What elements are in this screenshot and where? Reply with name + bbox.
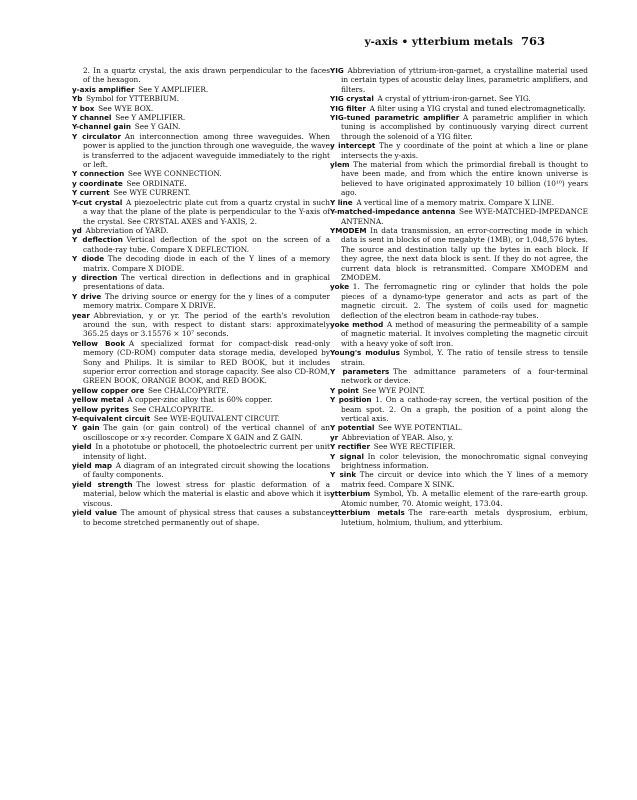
- glossary-entry: [330, 508, 588, 527]
- glossary-entry: [72, 311, 330, 339]
- entry-term: Y deflection: [72, 235, 123, 245]
- entry-definition: 1. On a cathode-ray screen, the vertical position of the beam spot. 2. On a graph, the position of a point along the vertical axis.: [341, 395, 588, 424]
- right-column: [330, 66, 588, 527]
- entry-definition: The gain (or gain control) of the vertical channel of an oscilloscope or x-y recorder. Compare X GAIN and Z GAIN.: [83, 423, 330, 442]
- glossary-entry: [330, 452, 588, 471]
- entry-definition: The material from which the primordial fireball is thought to have been made, and from which the entire known universe is believed to have originated approximately 10 billion (10¹⁰) years ago.: [341, 160, 588, 198]
- entry-definition: See CHALCOPYRITE.: [132, 404, 214, 414]
- glossary-entry: [72, 386, 330, 395]
- entry-definition: In data transmission, an error-correcting mode in which data is sent in blocks of one megabyte (1MB), or 1,048,576 bytes. The source and destination tally up the bytes in each block. If they agree, the next data block is sent. If they do not agree, the current data block is retransmitted. Compare XMODEM and ZMODEM.: [341, 225, 588, 282]
- glossary-entry: [330, 348, 588, 367]
- entry-term: YIG: [330, 66, 344, 75]
- glossary-entry: [330, 433, 588, 442]
- entry-definition: See Y GAIN.: [134, 122, 181, 132]
- entry-definition: A filter using a YIG crystal and tuned electromagnetically.: [369, 103, 586, 113]
- entry-definition: The lowest stress for plastic deformation of a material, below which the material is elastic and above which it is viscous.: [83, 479, 330, 508]
- entry-definition: Abbreviation of yttrium-iron-garnet, a crystalline material used in certain types of acoustic delay lines, parametric amplifiers, and filters.: [341, 66, 588, 94]
- entry-definition: In a phototube or photocell, the photoelectric current per unit intensity of light.: [83, 442, 330, 461]
- entry-term: Y diode: [72, 254, 105, 264]
- entry-definition: Symbol, Yb. A metallic element of the rare-earth group. Atomic number, 70. Atomic weight, 173.04.: [341, 489, 588, 508]
- entry-term: Young's modulus: [330, 348, 400, 358]
- entry-term: yellow copper ore: [72, 385, 145, 395]
- glossary-entry: [72, 423, 330, 442]
- entry-term: yoke method: [330, 319, 384, 329]
- entry-definition: A piezoelectric plate cut from a quartz crystal in such a way that the plane of the plate is perpendicular to the Y-axis of the crystal. See CRYSTAL AXES and Y-AXIS, 2.: [83, 197, 330, 226]
- glossary-entry: [330, 207, 588, 226]
- glossary-entry: [72, 235, 330, 254]
- entry-definition: See Y AMPLIFIER.: [138, 84, 209, 94]
- glossary-entry: [72, 395, 330, 404]
- glossary-entry: [330, 320, 588, 348]
- entry-definition: See WYE CURRENT.: [113, 188, 191, 198]
- entry-definition: Vertical deflection of the spot on the screen of a cathode-ray tube. Compare X DEFLECTION.: [83, 235, 330, 254]
- glossary-entry: [72, 273, 330, 292]
- glossary-entry: [72, 198, 330, 226]
- entry-definition: See WYE RECTIFIER.: [373, 442, 456, 452]
- entry-term: YIG crystal: [330, 94, 374, 104]
- glossary-entry: [72, 94, 330, 103]
- entry-term: Y-matched-impedance antenna: [330, 207, 456, 217]
- entry-term: Y signal: [330, 451, 364, 461]
- entry-definition: See CHALCOPYRITE.: [148, 385, 229, 395]
- glossary-entry: [72, 122, 330, 131]
- entry-definition: The decoding diode in each of the Y lines of a memory matrix. Compare X DIODE.: [83, 254, 330, 273]
- glossary-entry: [330, 367, 588, 386]
- entry-term: yellow pyrites: [72, 404, 129, 414]
- glossary-entry: [330, 489, 588, 508]
- entry-term: yield strength: [72, 479, 133, 489]
- entry-definition: See WYE-MATCHED-IMPEDANCE ANTENNA.: [341, 207, 589, 226]
- glossary-entry: [72, 254, 330, 273]
- entry-definition: A specialized format for compact-disk read-only memory (CD-ROM) computer data storage media, developed by Sony and Philips. It is similar to RED BOOK, but it includes superior error correction and storage capacity. See also CD-ROM, GREEN BOOK, ORANGE BOOK, and RED BOOK.: [83, 338, 330, 386]
- entry-definition: 2. In a quartz crystal, the axis drawn perpendicular to the faces of the hexagon.: [83, 66, 330, 85]
- entry-term: year: [72, 310, 90, 320]
- entry-term: Y-cut crystal: [72, 197, 123, 207]
- entry-definition: A vertical line of a memory matrix. Compare X LINE.: [356, 197, 555, 207]
- glossary-entry: [72, 226, 330, 235]
- entry-definition: See Y AMPLIFIER.: [115, 113, 186, 123]
- entry-definition: A crystal of yttrium-iron-garnet. See YIG.: [377, 94, 531, 104]
- entry-term: Y connection: [72, 169, 125, 179]
- glossary-entry: [330, 94, 588, 103]
- glossary-entry: [330, 282, 588, 320]
- header-title: y-axis • ytterbium metals: [364, 36, 513, 48]
- entry-term: Y gain: [72, 423, 100, 433]
- entry-term: yr: [330, 432, 339, 442]
- glossary-entry: [72, 66, 330, 85]
- glossary-entry: [72, 292, 330, 311]
- entry-definition: The rare-earth metals dysprosium, erbium, lutetium, holmium, thulium, and ytterbium.: [341, 508, 588, 527]
- entry-term: Y drive: [72, 291, 102, 301]
- entry-term: y coordinate: [72, 178, 123, 188]
- glossary-entry: [330, 113, 588, 141]
- entry-term: Y current: [72, 188, 110, 198]
- entry-term: yield: [72, 442, 92, 452]
- entry-term: YIG-tuned parametric amplifier: [330, 113, 460, 123]
- entry-term: Y-equivalent circuit: [72, 414, 151, 424]
- entry-definition: The admittance parameters of a four-terminal network or device.: [341, 367, 588, 386]
- glossary-entry: [72, 461, 330, 480]
- entry-term: y intercept: [330, 141, 376, 151]
- glossary-entry: [72, 85, 330, 94]
- entry-term: yoke: [330, 282, 350, 292]
- glossary-entry: [330, 395, 588, 423]
- entry-definition: A parametric amplifier in which tuning is accomplished by continuously varying direct current through the solenoid of a YIG filter.: [341, 113, 588, 141]
- entry-definition: See WYE CONNECTION.: [127, 169, 222, 179]
- entry-term: Y point: [330, 385, 359, 395]
- glossary-entry: [330, 470, 588, 489]
- page-number: 763: [520, 34, 545, 48]
- entry-term: YMODEM: [330, 225, 367, 235]
- entry-definition: A method of measuring the permeability of a sample of magnetic material. It involves completing the magnetic circuit with a heavy yoke of soft iron.: [341, 319, 588, 348]
- glossary-entry: [72, 113, 330, 122]
- running-header: [364, 34, 545, 48]
- entry-term: Yellow Book: [72, 338, 126, 348]
- entry-term: Y parameters: [330, 367, 390, 376]
- glossary-entry: [72, 405, 330, 414]
- entry-definition: The amount of physical stress that causes a substance to become stretched permanently out of shape.: [83, 508, 330, 527]
- glossary-entry: [330, 198, 588, 207]
- entry-term: yellow metal: [72, 395, 124, 405]
- entry-definition: A diagram of an integrated circuit showing the locations of faulty components.: [83, 461, 330, 480]
- glossary-entry: [72, 169, 330, 178]
- entry-definition: A copper-zinc alloy that is 60% copper.: [127, 395, 273, 405]
- entry-definition: Abbreviation of YEAR. Also, y.: [341, 432, 454, 442]
- entry-term: yield map: [72, 461, 113, 471]
- entry-term: Y line: [330, 197, 353, 207]
- glossary-entry: [72, 339, 330, 386]
- glossary-entry: [330, 104, 588, 113]
- entry-definition: The y coordinate of the point at which a line or plane intersects the y-axis.: [341, 141, 588, 160]
- entry-term: ylem: [330, 160, 350, 170]
- entry-definition: Abbreviation of YARD.: [85, 225, 169, 235]
- entry-term: y-axis amplifier: [72, 84, 135, 94]
- glossary-entry: [330, 423, 588, 432]
- entry-definition: See ORDINATE.: [126, 178, 187, 188]
- entry-term: Y position: [330, 395, 372, 405]
- glossary-entry: [72, 188, 330, 197]
- entry-term: ytterbium: [330, 489, 371, 499]
- glossary-entry: [330, 386, 588, 395]
- entry-definition: Symbol, Y. The ratio of tensile stress to tensile strain.: [341, 348, 588, 367]
- glossary-entry: [72, 132, 330, 170]
- entry-term: y direction: [72, 272, 118, 282]
- entry-definition: See WYE BOX.: [98, 103, 154, 113]
- glossary-entry: [330, 442, 588, 451]
- glossary-entry: [330, 160, 588, 198]
- glossary-entry: [72, 179, 330, 188]
- entry-definition: See WYE POINT.: [362, 385, 426, 395]
- entry-definition: See WYE POTENTIAL.: [378, 423, 463, 433]
- glossary-entry: [72, 480, 330, 508]
- entry-term: Y potential: [330, 423, 375, 433]
- left-column: [72, 66, 330, 527]
- entry-term: ytterbium metals: [330, 508, 405, 518]
- entry-term: Y channel: [72, 113, 112, 123]
- glossary-entry: [72, 414, 330, 423]
- entry-term: yd: [72, 225, 82, 235]
- entry-definition: The circuit or device into which the Y lines of a memory matrix feed. Compare X SINK.: [341, 470, 588, 489]
- entry-term: Y circulator: [72, 131, 122, 141]
- glossary-entry: [72, 104, 330, 113]
- entry-term: Y box: [72, 103, 95, 113]
- entry-term: Yb: [72, 94, 83, 104]
- entry-definition: See WYE-EQUIVALENT CIRCUIT.: [153, 414, 280, 424]
- entry-term: Y rectifier: [330, 442, 371, 452]
- glossary-entry: [330, 226, 588, 282]
- glossary-entry: [72, 442, 330, 461]
- entry-definition: The vertical direction in deflections and in graphical presentations of data.: [83, 272, 330, 292]
- glossary-entry: [330, 66, 588, 94]
- entry-term: Y-channel gain: [72, 122, 132, 132]
- entry-definition: An interconnection among three waveguides. When power is applied to the junction through one waveguide, the wave is transferred to the adjacent waveguide immediately to the right or left.: [83, 131, 330, 170]
- entry-term: Y sink: [330, 470, 357, 480]
- entry-definition: In color television, the monochromatic signal conveying brightness information.: [341, 451, 588, 471]
- entry-definition: 1. The ferromagnetic ring or cylinder that holds the pole pieces of a dynamo-type generator and acts as part of the magnetic circuit. 2. The system of coils used for magnetic deflection of the electron beam in cathode-ray tubes.: [341, 282, 588, 320]
- entry-definition: Abbreviation, y or yr. The period of the earth's revolution around the sun, with respect to distant stars: approximately 365.25 days or 3.15576 × 10⁷ seconds.: [83, 310, 330, 339]
- glossary-entry: [72, 508, 330, 527]
- entry-definition: Symbol for YTTERBIUM.: [86, 94, 179, 104]
- entry-definition: The driving source or energy for the y lines of a computer memory matrix. Compare X DRIVE.: [83, 291, 330, 311]
- entry-term: YIG filter: [330, 103, 366, 113]
- entry-term: yield value: [72, 508, 117, 518]
- glossary-entry: [330, 141, 588, 160]
